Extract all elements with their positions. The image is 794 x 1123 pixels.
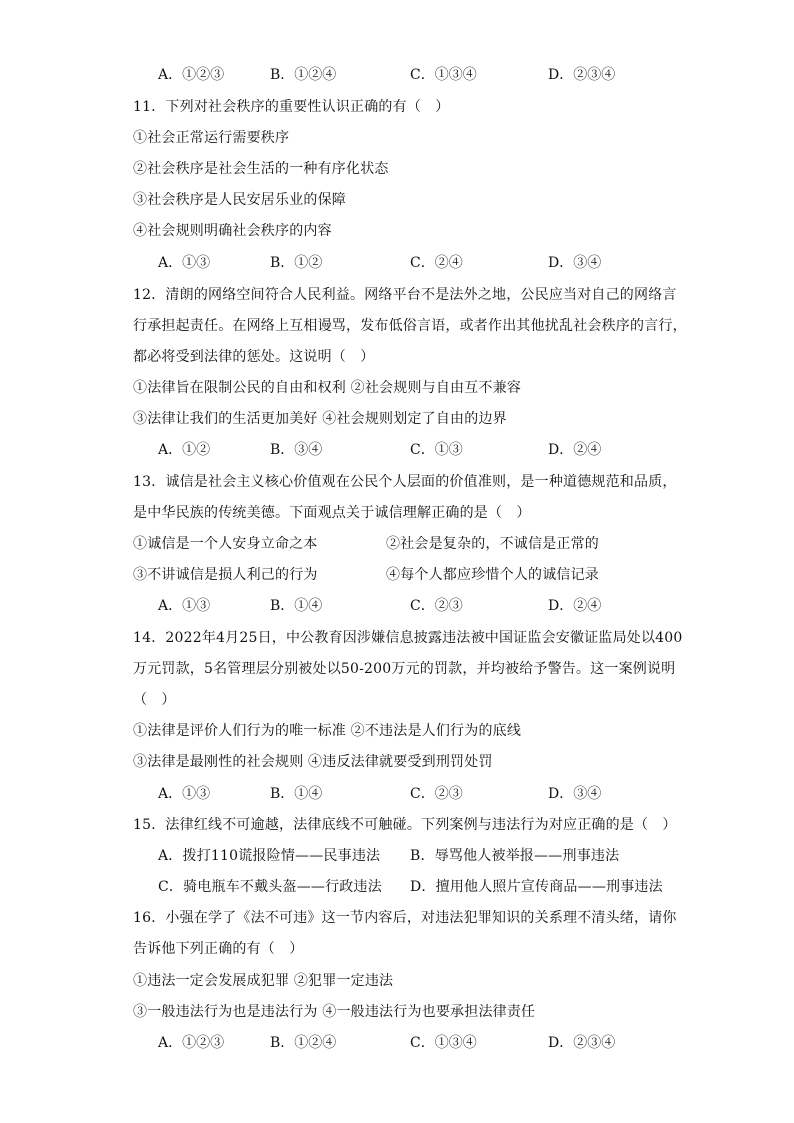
- q12-stem-line-3: 都必将受到法律的惩处。这说明（ ）: [133, 349, 375, 365]
- q11-item-3: ③社会秩序是人民安居乐业的保障: [133, 192, 346, 208]
- q13-item-1: ①诚信是一个人安身立命之本: [133, 536, 318, 552]
- q11-options: [0, 252, 794, 274]
- q12-option-c: C．①③: [410, 442, 463, 458]
- q12-stem-line-2: 行承担起责任。在网络上互相谩骂，发布低俗言语，或者作出其他扰乱社会秩序的言行，: [133, 318, 687, 334]
- q14-options: [0, 783, 794, 805]
- q12-items-row-2: ③法律让我们的生活更加美好 ④社会规则划定了自由的边界: [133, 411, 507, 427]
- q11-item-1: ①社会正常运行需要秩序: [133, 130, 290, 146]
- q10-option-a: A．①②③: [158, 67, 225, 83]
- q13-items-row-2: [0, 564, 794, 586]
- q11-option-c: C．②④: [410, 255, 463, 271]
- q13-item-4: ④每个人都应珍惜个人的诚信记录: [386, 567, 599, 583]
- q13-stem-line-2: 是中华民族的传统美德。下面观点关于诚信理解正确的是（ ）: [133, 505, 531, 521]
- q16-option-c: C．①③④: [410, 1035, 477, 1051]
- q11-option-d: D．③④: [548, 255, 602, 271]
- q14-stem-line-2: 万元罚款，5名管理层分别被处以50-200万元的罚款，并均被给予警告。这一案例说明: [133, 661, 676, 677]
- q15-stem: 15．法律红线不可逾越，法律底线不可触碰。下列案例与违法行为对应正确的是（ ）: [133, 817, 677, 833]
- q15-choice-c: C．骑电瓶车不戴头盔——行政违法: [158, 879, 382, 895]
- q12-option-d: D．②④: [548, 442, 602, 458]
- q11-item-4: ④社会规则明确社会秩序的内容: [133, 223, 332, 239]
- q15-choices-row-1: [0, 845, 794, 867]
- q15-choice-b: B．辱骂他人被举报——刑事违法: [410, 848, 620, 864]
- q11-option-a: A．①③: [158, 255, 211, 271]
- q12-options: [0, 439, 794, 461]
- q10-option-d: D．②③④: [548, 67, 616, 83]
- q16-option-b: B．①②④: [270, 1035, 337, 1051]
- q16-options: [0, 1032, 794, 1054]
- q12-option-a: A．①②: [158, 442, 211, 458]
- q14-option-c: C．②③: [410, 786, 463, 802]
- q13-option-d: D．②④: [548, 598, 602, 614]
- q14-option-d: D．③④: [548, 786, 602, 802]
- q14-option-b: B．①④: [270, 786, 323, 802]
- q13-option-b: B．①④: [270, 598, 323, 614]
- q13-option-a: A．①③: [158, 598, 211, 614]
- q11-option-b: B．①②: [270, 255, 323, 271]
- q15-choices-row-2: [0, 876, 794, 898]
- q16-stem-line-1: 16．小强在学了《法不可违》这一节内容后，对违法犯罪知识的关系理不清头绪，请你: [133, 910, 677, 926]
- q11-item-2: ②社会秩序是社会生活的一种有序化状态: [133, 161, 389, 177]
- q13-item-2: ②社会是复杂的，不诚信是正常的: [386, 536, 599, 552]
- q13-option-c: C．②③: [410, 598, 463, 614]
- q16-option-d: D．②③④: [548, 1035, 616, 1051]
- q15-choice-a: A．拨打110谎报险情——民事违法: [158, 848, 381, 864]
- q16-option-a: A．①②③: [158, 1035, 225, 1051]
- q13-item-3: ③不讲诚信是损人利己的行为: [133, 567, 318, 583]
- q14-option-a: A．①③: [158, 786, 211, 802]
- q15-choice-d: D．擅用他人照片宣传商品——刑事违法: [410, 879, 663, 895]
- q13-options: [0, 595, 794, 617]
- q16-items-row-2: ③一般违法行为也是违法行为 ④一般违法行为也要承担法律责任: [133, 1004, 536, 1020]
- q13-stem-line-1: 13．诚信是社会主义核心价值观在公民个人层面的价值准则，是一种道德规范和品质，: [133, 474, 677, 490]
- q10-option-c: C．①③④: [410, 67, 477, 83]
- q14-stem-line-3: （ ）: [133, 692, 176, 708]
- q14-items-row-1: ①法律是评价人们行为的唯一标准 ②不违法是人们行为的底线: [133, 723, 522, 739]
- q11-stem: 11．下列对社会秩序的重要性认识正确的有（ ）: [133, 99, 450, 115]
- q10-options: [0, 64, 794, 86]
- q16-stem-line-2: 告诉他下列正确的有（ ）: [133, 941, 304, 957]
- q12-stem-line-1: 12．清朗的网络空间符合人民利益。网络平台不是法外之地，公民应当对自己的网络言: [133, 287, 677, 303]
- q16-items-row-1: ①违法一定会发展成犯罪 ②犯罪一定违法: [133, 973, 394, 989]
- q12-items-row-1: ①法律旨在限制公民的自由和权利 ②社会规则与自由互不兼容: [133, 380, 522, 396]
- q13-items-row-1: [0, 533, 794, 555]
- q14-stem-line-1: 14．2022年4月25日，中公教育因涉嫌信息披露违法被中国证监会安徽证监局处以400: [133, 630, 683, 646]
- q12-option-b: B．③④: [270, 442, 323, 458]
- q10-option-b: B．①②④: [270, 67, 337, 83]
- q14-items-row-2: ③法律是最刚性的社会规则 ④违反法律就要受到刑罚处罚: [133, 754, 493, 770]
